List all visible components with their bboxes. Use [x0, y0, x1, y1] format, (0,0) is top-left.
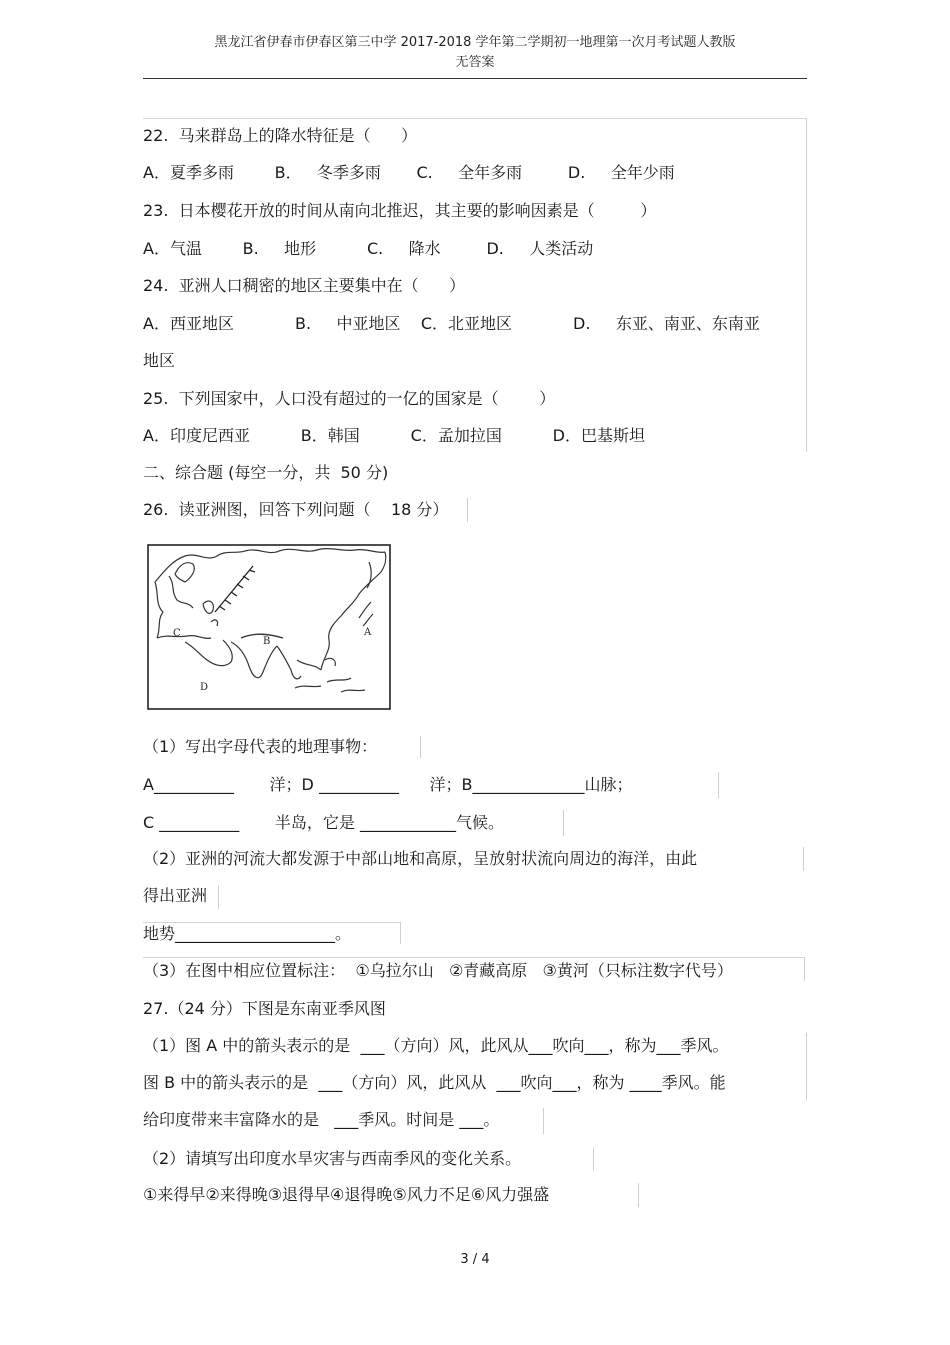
question-26-2: （2）亚洲的河流大都发源于中部山地和高原，呈放射状流向周边的海洋，由此	[143, 849, 698, 868]
map-label-d: D	[200, 682, 209, 693]
header-subtitle: 无答案	[455, 55, 495, 70]
question-24-options: A．西亚地区 B. 中亚地区 C．北亚地区 D. 东亚、南亚、东南亚	[143, 314, 760, 333]
question-27-1: （1）图 A 中的箭头表示的是 ___（方向）风，此风从___吹向___，称为___季风。	[143, 1036, 729, 1055]
question-26-1-blanks-c: C __________ 半岛，它是 ____________气候。	[143, 813, 504, 832]
scan-border-q26-1a	[718, 772, 719, 798]
scan-border-q26-3b	[804, 957, 805, 981]
question-27-2-options: ①来得早②来得晚③退得早④退得晚⑤风力不足⑥风力强盛	[143, 1185, 550, 1204]
page-header	[143, 33, 807, 73]
header-title: 黑龙江省伊春市伊春区第三中学 2017-2018 学年第二学期初一地理第一次月考试题人教版	[214, 35, 736, 50]
scan-border-q26	[467, 498, 468, 522]
question-25-options: A．印度尼西亚 B．韩国 C．孟加拉国 D．巴基斯坦	[143, 426, 645, 445]
question-22-options: A．夏季多雨 B． 冬季多雨 C. 全年多雨 D. 全年少雨	[143, 163, 675, 182]
scan-border-q26-2d	[400, 922, 401, 944]
question-26: 26. 读亚洲图，回答下列问题（ 18 分）	[143, 500, 449, 519]
map-label-c: C	[173, 628, 181, 639]
scan-border-top	[143, 118, 807, 119]
header-rule	[143, 78, 807, 79]
map-label-b: B	[263, 636, 271, 647]
scan-border-q26-2b	[218, 885, 219, 909]
scan-border-q26-1	[420, 736, 421, 758]
scan-border-q26-2	[803, 847, 804, 871]
map-label-a: A	[364, 627, 372, 638]
question-27-2: （2）请填写出印度水旱灾害与西南季风的变化关系。	[143, 1149, 522, 1168]
question-26-1-blanks-a: A__________ 洋；D __________ 洋；B______________山脉；	[143, 775, 633, 794]
question-27-1-b: 图 B 中的箭头表示的是 ___（方向）风，此风从 ___吹向___，称为 ____季风。能	[143, 1073, 726, 1092]
question-26-2-cont: 得出亚洲	[143, 886, 208, 905]
scan-border-q27-2	[593, 1147, 594, 1171]
page-number: 3 / 4	[460, 1252, 490, 1267]
scan-border-q27-1	[806, 1033, 807, 1101]
question-27-1-c: 给印度带来丰富降水的是 ___季风。时间是 ___。	[143, 1110, 500, 1129]
scan-border-q27-2b	[638, 1183, 639, 1207]
question-23-options: A．气温 B. 地形 C. 降水 D. 人类活动	[143, 239, 594, 258]
question-22: 22. 马来群岛上的降水特征是（ ）	[143, 126, 418, 145]
scan-border-q26-1c	[563, 810, 564, 836]
question-23: 23. 日本樱花开放的时间从南向北推迟，其主要的影响因素是（ ）	[143, 201, 657, 220]
question-24: 24. 亚洲人口稠密的地区主要集中在（ ）	[143, 276, 466, 295]
scan-border-q26-3	[143, 957, 805, 958]
question-24-options-cont: 地区	[143, 351, 176, 370]
asia-map	[145, 542, 393, 712]
question-25: 25. 下列国家中，人口没有超过的一亿的国家是（ ）	[143, 389, 556, 408]
scan-border-q27-1c	[543, 1108, 544, 1134]
section-2-title: 二、综合题 (每空一分，共 50 分)	[143, 463, 389, 482]
question-27: 27.（24 分）下图是东南亚季风图	[143, 999, 386, 1018]
question-26-2-blank: 地势____________________。	[143, 924, 352, 943]
scan-border-q26-2c	[143, 922, 401, 923]
scan-border-right	[806, 118, 807, 452]
question-26-3: （3）在图中相应位置标注： ①乌拉尔山 ②青藏高原 ③黄河（只标注数字代号）	[143, 961, 733, 980]
question-26-1: （1）写出字母代表的地理事物：	[143, 737, 378, 756]
